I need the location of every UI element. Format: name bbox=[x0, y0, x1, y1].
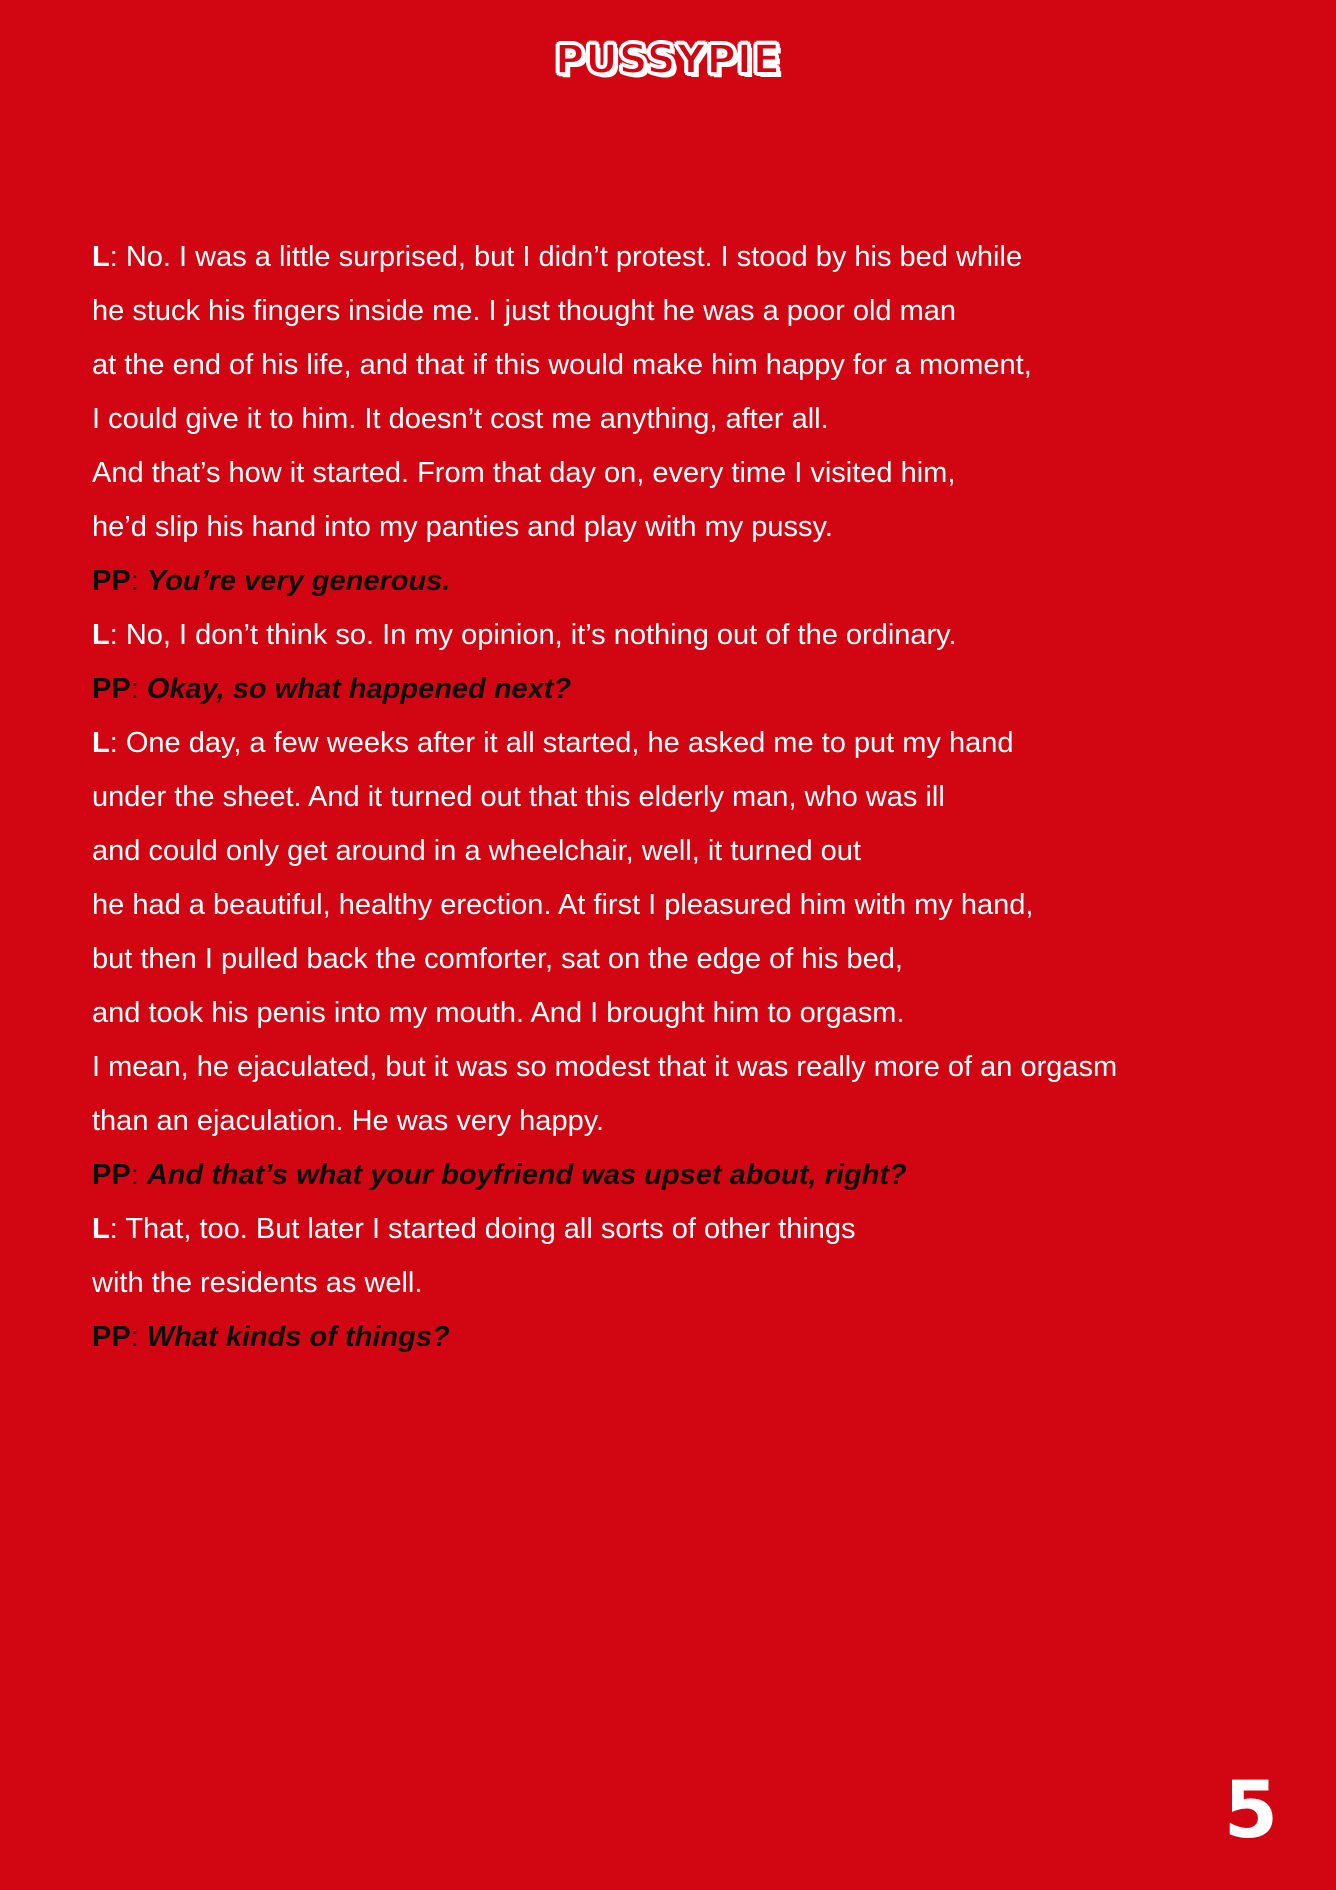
logo-text: PUSSYPIE bbox=[554, 37, 782, 83]
speaker-label: L bbox=[92, 241, 110, 273]
speaker-label: PP bbox=[92, 1321, 131, 1353]
dialogue-line bbox=[92, 878, 1292, 932]
speaker-label: PP bbox=[92, 673, 131, 705]
answer-text: at the end of his life, and that if this would make him happy for a moment, bbox=[92, 349, 1032, 381]
answer-text: No. I was a little surprised, but I didn’t protest. I stood by his bed while bbox=[125, 241, 1023, 273]
speaker-label: PP bbox=[92, 565, 131, 597]
dialogue-line: PP: You’re very generous. bbox=[92, 565, 451, 597]
answer-text: One day, a few weeks after it all started, he asked me to put my hand bbox=[125, 727, 1014, 759]
question-text: And that’s what your boyfriend was upset about, right? bbox=[146, 1159, 907, 1191]
dialogue-line bbox=[92, 500, 1292, 554]
dialogue-line: L: No, I don’t think so. In my opinion, it’s nothing out of the ordinary. bbox=[92, 619, 957, 651]
answer-text: he had a beautiful, healthy erection. At first I pleasured him with my hand, bbox=[92, 889, 1034, 921]
answer-text: and could only get around in a wheelchair, well, it turned out bbox=[92, 835, 861, 867]
question-text: You’re very generous. bbox=[146, 565, 451, 597]
answer-text: No, I don’t think so. In my opinion, it’s nothing out of the ordinary. bbox=[125, 619, 957, 651]
dialogue-line: PP: Okay, so what happened next? bbox=[92, 673, 572, 705]
dialogue-line bbox=[92, 284, 1292, 338]
answer-text: he’d slip his hand into my panties and play with my pussy. bbox=[92, 511, 833, 543]
question-text: What kinds of things? bbox=[146, 1321, 450, 1353]
dialogue-line: PP: What kinds of things? bbox=[92, 1321, 450, 1353]
answer-text: And that’s how it started. From that day on, every time I visited him, bbox=[92, 457, 956, 489]
dialogue-line bbox=[92, 824, 1292, 878]
dialogue-line bbox=[92, 446, 1292, 500]
answer-text: and took his penis into my mouth. And I brought him to orgasm. bbox=[92, 997, 905, 1029]
answer-text: than an ejaculation. He was very happy. bbox=[92, 1105, 605, 1137]
speaker-label: L bbox=[92, 1213, 110, 1245]
answer-text: I could give it to him. It doesn’t cost me anything, after all. bbox=[92, 403, 829, 435]
interview-text bbox=[92, 230, 1292, 1364]
dialogue-line bbox=[92, 986, 1292, 1040]
dialogue-line bbox=[92, 1094, 1292, 1148]
answer-text: That, too. But later I started doing all sorts of other things bbox=[125, 1213, 856, 1245]
dialogue-line bbox=[92, 338, 1292, 392]
answer-text: he stuck his fingers inside me. I just thought he was a poor old man bbox=[92, 295, 957, 327]
speaker-label: L bbox=[92, 619, 110, 651]
question-text: Okay, so what happened next? bbox=[146, 673, 572, 705]
dialogue-line bbox=[92, 1040, 1292, 1094]
dialogue-line: L: One day, a few weeks after it all started, he asked me to put my hand bbox=[92, 727, 1014, 759]
answer-text: with the residents as well. bbox=[92, 1267, 423, 1299]
dialogue-line bbox=[92, 392, 1292, 446]
page-number: 5 bbox=[1223, 1766, 1278, 1856]
dialogue-line bbox=[92, 932, 1292, 986]
dialogue-line bbox=[92, 770, 1292, 824]
dialogue-line: L: That, too. But later I started doing all sorts of other things bbox=[92, 1213, 856, 1245]
answer-text: under the sheet. And it turned out that this elderly man, who was ill bbox=[92, 781, 945, 813]
speaker-label: L bbox=[92, 727, 110, 759]
answer-text: I mean, he ejaculated, but it was so modest that it was really more of an orgasm bbox=[92, 1051, 1118, 1083]
dialogue-line: PP: And that’s what your boyfriend was upset about, right? bbox=[92, 1159, 907, 1191]
speaker-label: PP bbox=[92, 1159, 131, 1191]
dialogue-line: L: No. I was a little surprised, but I didn’t protest. I stood by his bed while bbox=[92, 241, 1023, 273]
answer-text: but then I pulled back the comforter, sat on the edge of his bed, bbox=[92, 943, 903, 975]
dialogue-line bbox=[92, 1256, 1292, 1310]
magazine-logo bbox=[0, 37, 1336, 83]
